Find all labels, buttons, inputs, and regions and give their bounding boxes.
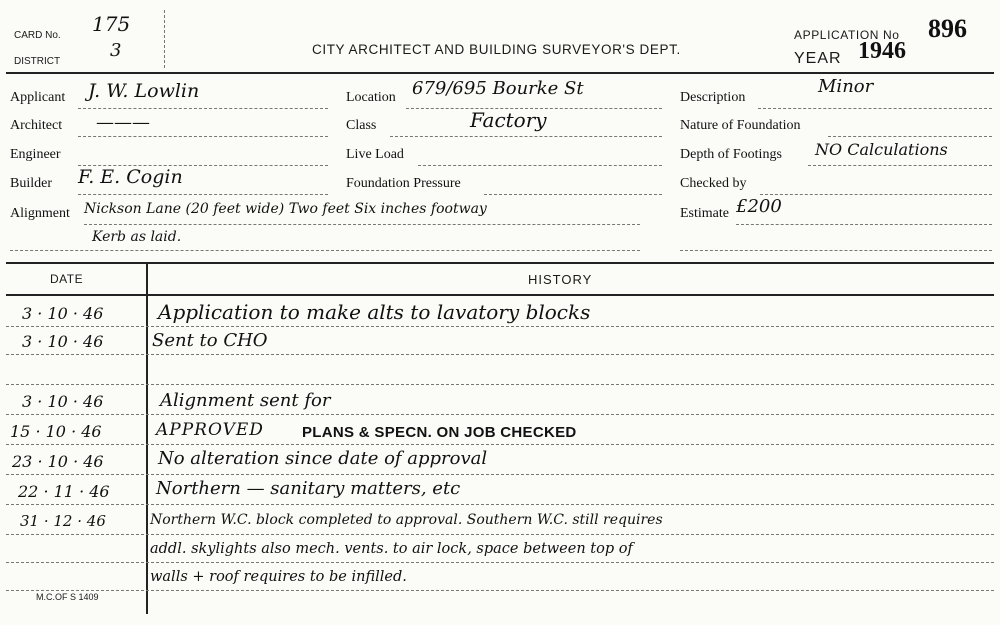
history-row-line	[6, 562, 994, 563]
alignment-label: Alignment	[10, 206, 70, 221]
year-value: 1946	[858, 38, 906, 64]
history-date: 31 · 12 · 46	[20, 512, 106, 530]
history-entry: Northern W.C. block completed to approval. Southern W.C. still requires	[150, 512, 663, 528]
history-entry: No alteration since date of approval	[158, 448, 488, 469]
history-date: 23 · 10 · 46	[12, 452, 104, 471]
history-date: 15 · 10 · 46	[10, 422, 102, 441]
class-label: Class	[346, 118, 377, 133]
history-header-rule	[6, 294, 994, 296]
history-entry: Sent to CHO	[152, 330, 268, 351]
alignment-value-2: Kerb as laid.	[92, 229, 182, 245]
live-load-line	[418, 165, 662, 166]
estimate-value: £200	[736, 196, 782, 217]
class-line	[390, 136, 662, 137]
card-no-label: CARD No.	[14, 30, 61, 41]
history-date: 3 · 10 · 46	[22, 304, 104, 323]
application-no-value: 896	[928, 14, 967, 43]
history-row-line	[6, 504, 994, 505]
approval-stamp: PLANS & SPECN. ON JOB CHECKED	[302, 424, 577, 441]
history-row-line	[6, 444, 994, 445]
history-date: 22 · 11 · 46	[18, 482, 110, 501]
history-entry: APPROVED	[156, 420, 264, 440]
history-header: HISTORY	[528, 272, 593, 287]
nature-foundation-label: Nature of Foundation	[680, 118, 801, 133]
district-label: DISTRICT	[14, 56, 61, 67]
history-entry: Application to make alts to lavatory blocks	[158, 300, 591, 324]
alignment-line	[84, 224, 640, 225]
class-value: Factory	[470, 108, 547, 132]
location-label: Location	[346, 90, 396, 105]
checked-by-line	[760, 194, 992, 195]
date-header: DATE	[50, 272, 84, 286]
applicant-label: Applicant	[10, 90, 66, 105]
district-value: 3	[110, 40, 122, 61]
checked-by-label: Checked by	[680, 176, 747, 191]
builder-value: F. E. Cogin	[78, 166, 183, 188]
description-value: Minor	[818, 76, 874, 97]
nature-foundation-line	[828, 136, 992, 137]
depth-footings-label: Depth of Footings	[680, 147, 782, 162]
history-date: 3 · 10 · 46	[22, 332, 104, 351]
header-divider-left	[164, 10, 165, 68]
depth-footings-line	[808, 165, 992, 166]
architect-label: Architect	[10, 118, 63, 133]
foundation-pressure-line	[484, 194, 662, 195]
year-label: YEAR	[794, 50, 842, 67]
history-row-line	[6, 384, 994, 385]
architect-dash: ———	[96, 112, 150, 133]
applicant-value: J. W. Lowlin	[88, 80, 200, 102]
engineer-label: Engineer	[10, 147, 61, 162]
applicant-line	[78, 108, 328, 109]
col3-line-bottom	[680, 250, 992, 251]
foundation-pressure-label: Foundation Pressure	[346, 176, 461, 191]
form-number: M.C.OF S 1409	[36, 592, 99, 602]
header-rule	[6, 72, 994, 74]
history-date: 3 · 10 · 46	[22, 392, 104, 411]
builder-label: Builder	[10, 176, 52, 191]
builder-line	[78, 194, 328, 195]
history-row-line	[6, 590, 994, 591]
history-entry: addl. skylights also mech. vents. to air lock, space between top of	[150, 541, 633, 557]
live-load-label: Live Load	[346, 147, 404, 162]
estimate-line	[736, 224, 992, 225]
depth-footings-value: NO Calculations	[815, 140, 948, 159]
history-row-line	[6, 474, 994, 475]
history-row-line	[6, 414, 994, 415]
alignment-value: Nickson Lane (20 feet wide) Two feet Six inches footway	[84, 201, 487, 217]
history-row-line	[6, 326, 994, 327]
history-entry: Northern — sanitary matters, etc	[156, 478, 461, 499]
location-value: 679/695 Bourke St	[412, 78, 584, 99]
description-line	[758, 108, 992, 109]
architect-line	[78, 136, 328, 137]
description-label: Description	[680, 90, 746, 105]
history-row-line	[6, 534, 994, 535]
alignment-line-2	[10, 250, 640, 251]
card-no-value: 175	[92, 12, 131, 36]
history-entry: walls + roof requires to be infilled.	[150, 569, 407, 585]
estimate-label: Estimate	[680, 206, 729, 221]
history-top-rule	[6, 262, 994, 264]
history-row-line	[6, 354, 994, 355]
application-no-label: APPLICATION No	[794, 28, 900, 42]
department-title: CITY ARCHITECT AND BUILDING SURVEYOR'S DEPT.	[312, 42, 681, 57]
history-entry: Alignment sent for	[160, 390, 331, 411]
